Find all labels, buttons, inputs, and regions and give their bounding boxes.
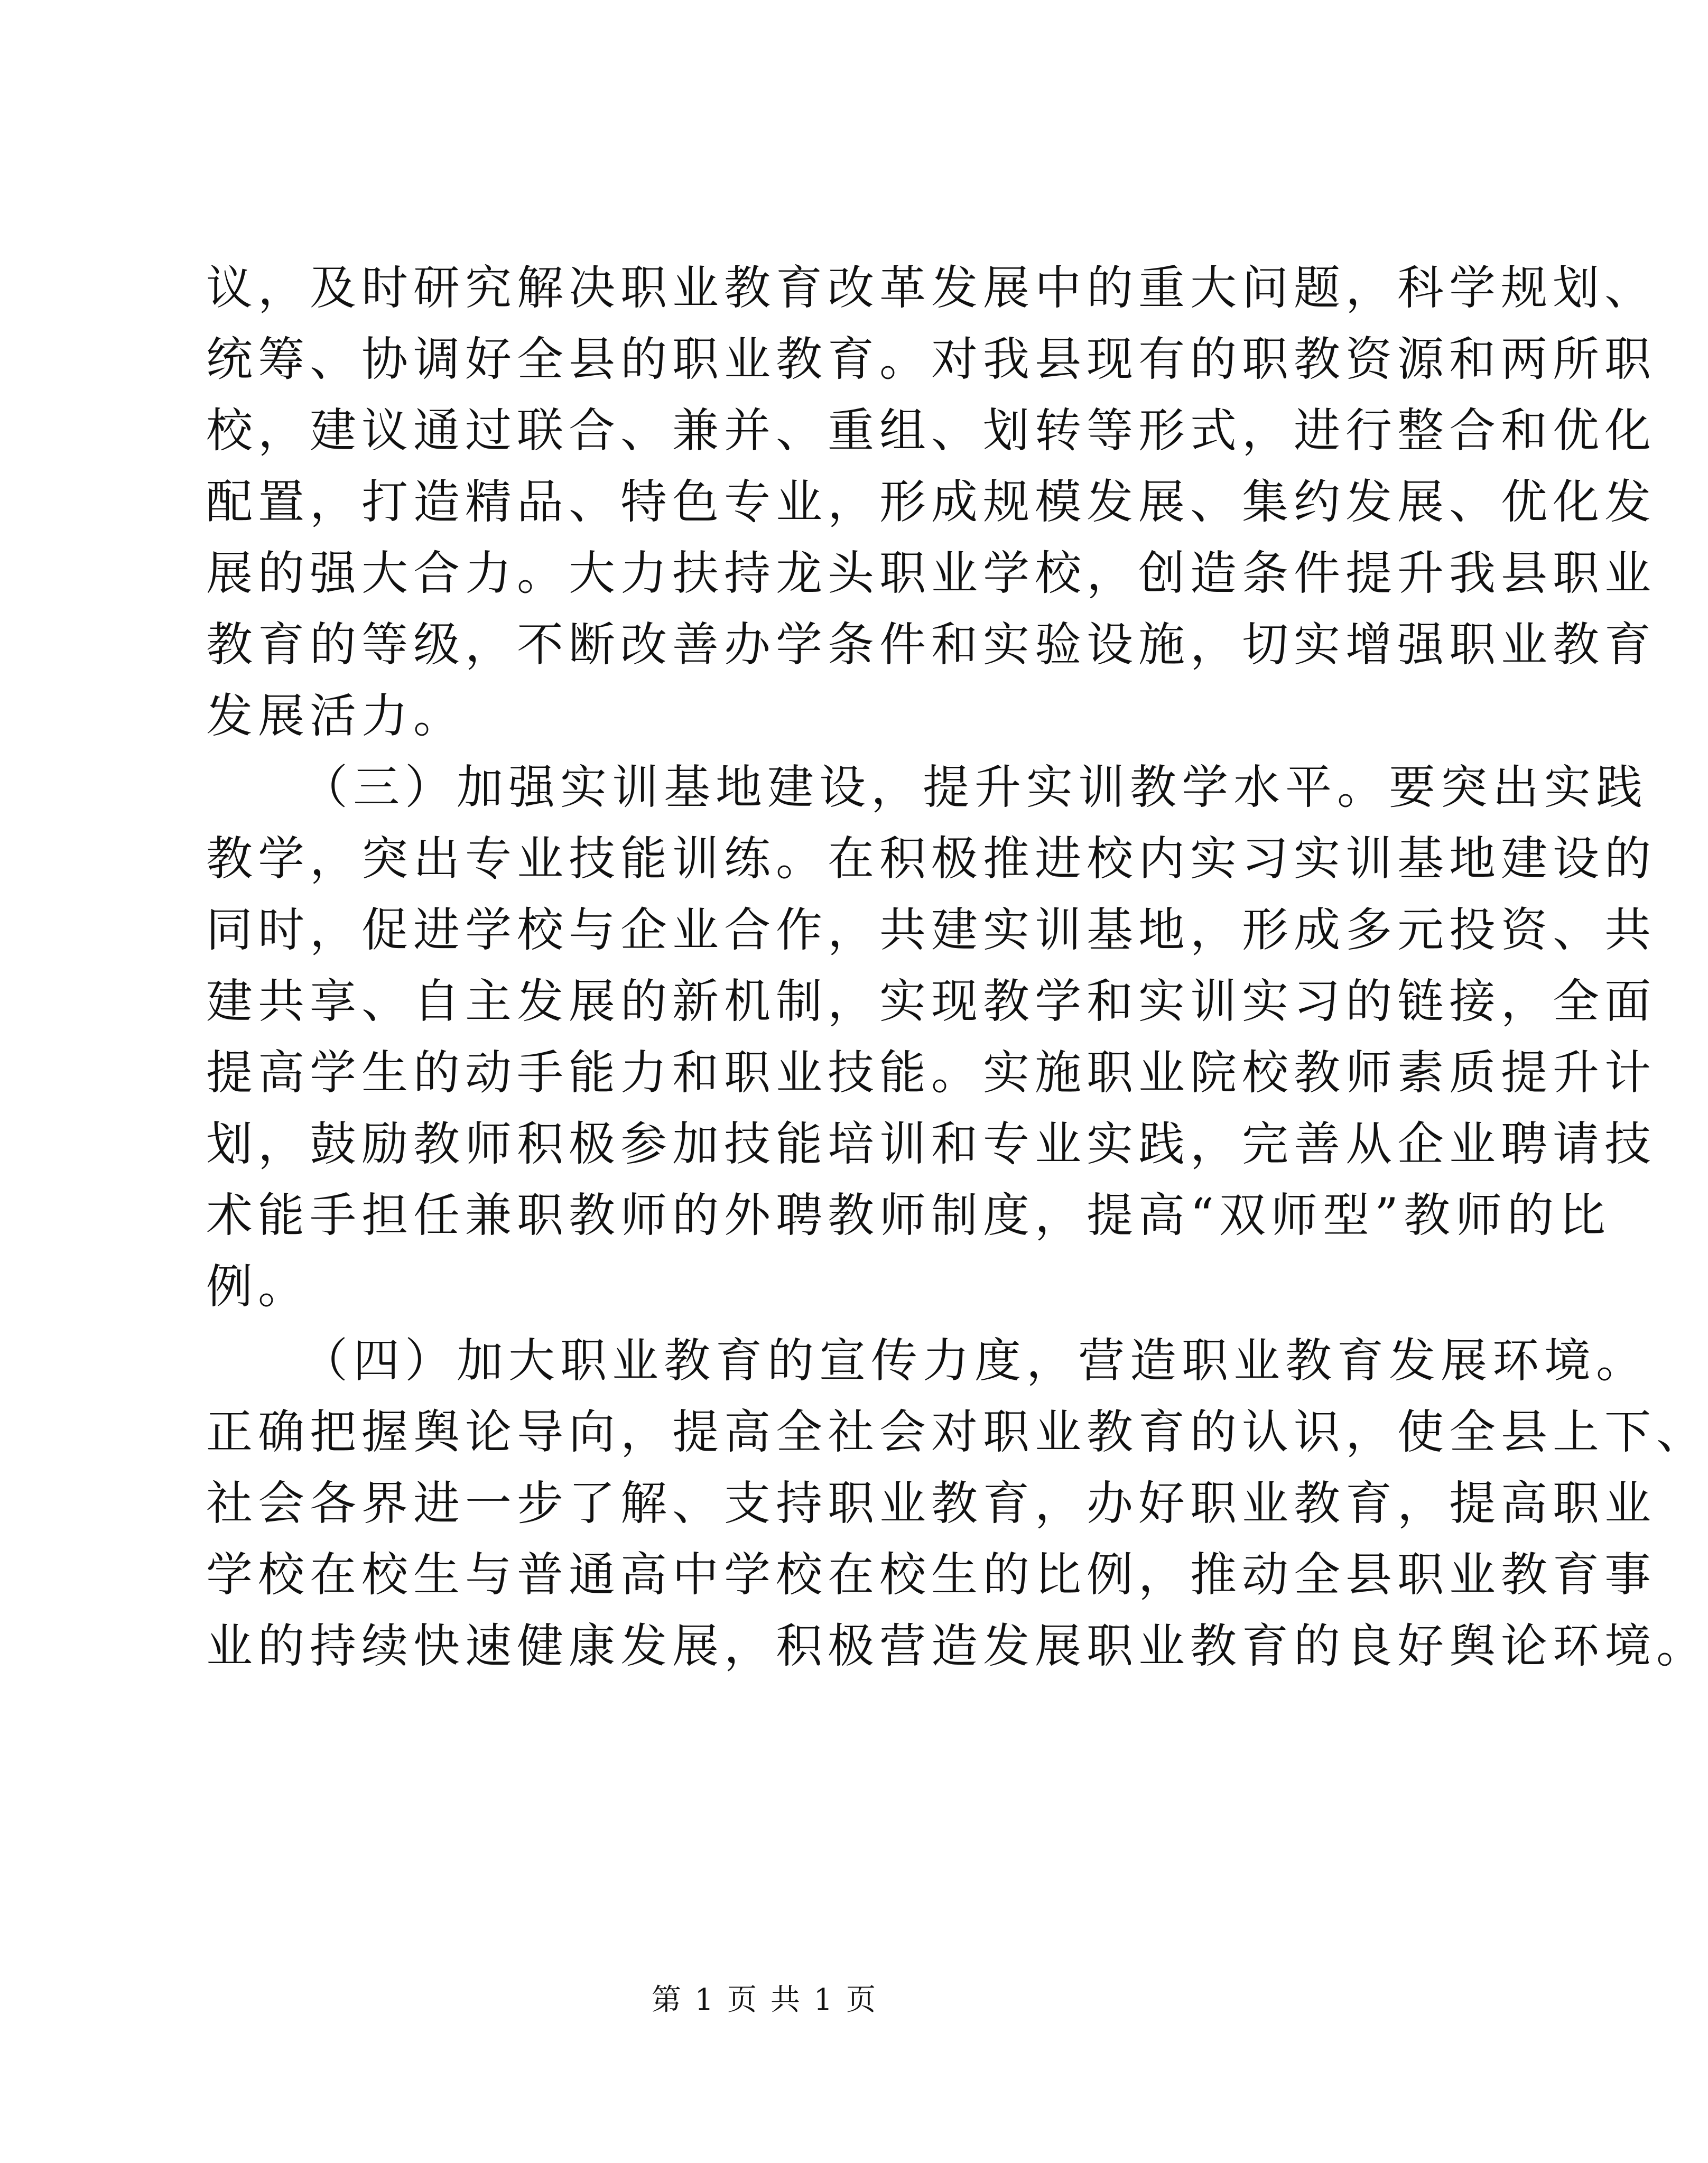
- text-line: 议，及时研究解决职业教育改革发展中的重大问题，科学规划、: [206, 261, 1657, 315]
- text-line: 教育的等级，不断改善办学条件和实验设施，切实增强职业教育: [206, 617, 1657, 672]
- text-line: 划，鼓励教师积极参加技能培训和专业实践，完善从企业聘请技: [206, 1117, 1657, 1171]
- section-heading-line: （三）加强实训基地建设，提升实训教学水平。要突出实践: [301, 760, 1648, 814]
- text-line: 统筹、协调好全县的职业教育。对我县现有的职教资源和两所职: [206, 332, 1657, 386]
- text-line: 学校在校生与普通高中学校在校生的比例，推动全县职业教育事: [206, 1547, 1657, 1602]
- text-line: 提高学生的动手能力和职业技能。实施职业院校教师素质提升计: [206, 1045, 1657, 1100]
- text-line: 正确把握舆论导向，提高全社会对职业教育的认识，使全县上下、: [206, 1405, 1708, 1459]
- text-line: 社会各界进一步了解、支持职业教育，办好职业教育，提高职业: [206, 1476, 1657, 1530]
- text-line: 校，建议通过联合、兼并、重组、划转等形式，进行整合和优化: [206, 403, 1657, 458]
- text-line: 教学，突出专业技能训练。在积极推进校内实习实训基地建设的: [206, 831, 1657, 886]
- section-heading-line: （四）加大职业教育的宣传力度，营造职业教育发展环境。: [301, 1333, 1648, 1388]
- text-line: 术能手担任兼职教师的外聘教师制度，提高“双师型”教师的比: [206, 1188, 1611, 1242]
- text-line: 配置，打造精品、特色专业，形成规模发展、集约发展、优化发: [206, 475, 1657, 529]
- text-line: 例。: [206, 1259, 310, 1314]
- text-line: 展的强大合力。大力扶持龙头职业学校，创造条件提升我县职业: [206, 546, 1657, 600]
- text-line: 业的持续快速健康发展，积极营造发展职业教育的良好舆论环境。: [206, 1619, 1708, 1673]
- page-number-footer: 第 1 页 共 1 页: [651, 1983, 878, 2017]
- text-line: 同时，促进学校与企业合作，共建实训基地，形成多元投资、共: [206, 903, 1657, 957]
- text-line: 建共享、自主发展的新机制，实现教学和实训实习的链接，全面: [206, 974, 1657, 1028]
- text-line: 发展活力。: [206, 689, 466, 743]
